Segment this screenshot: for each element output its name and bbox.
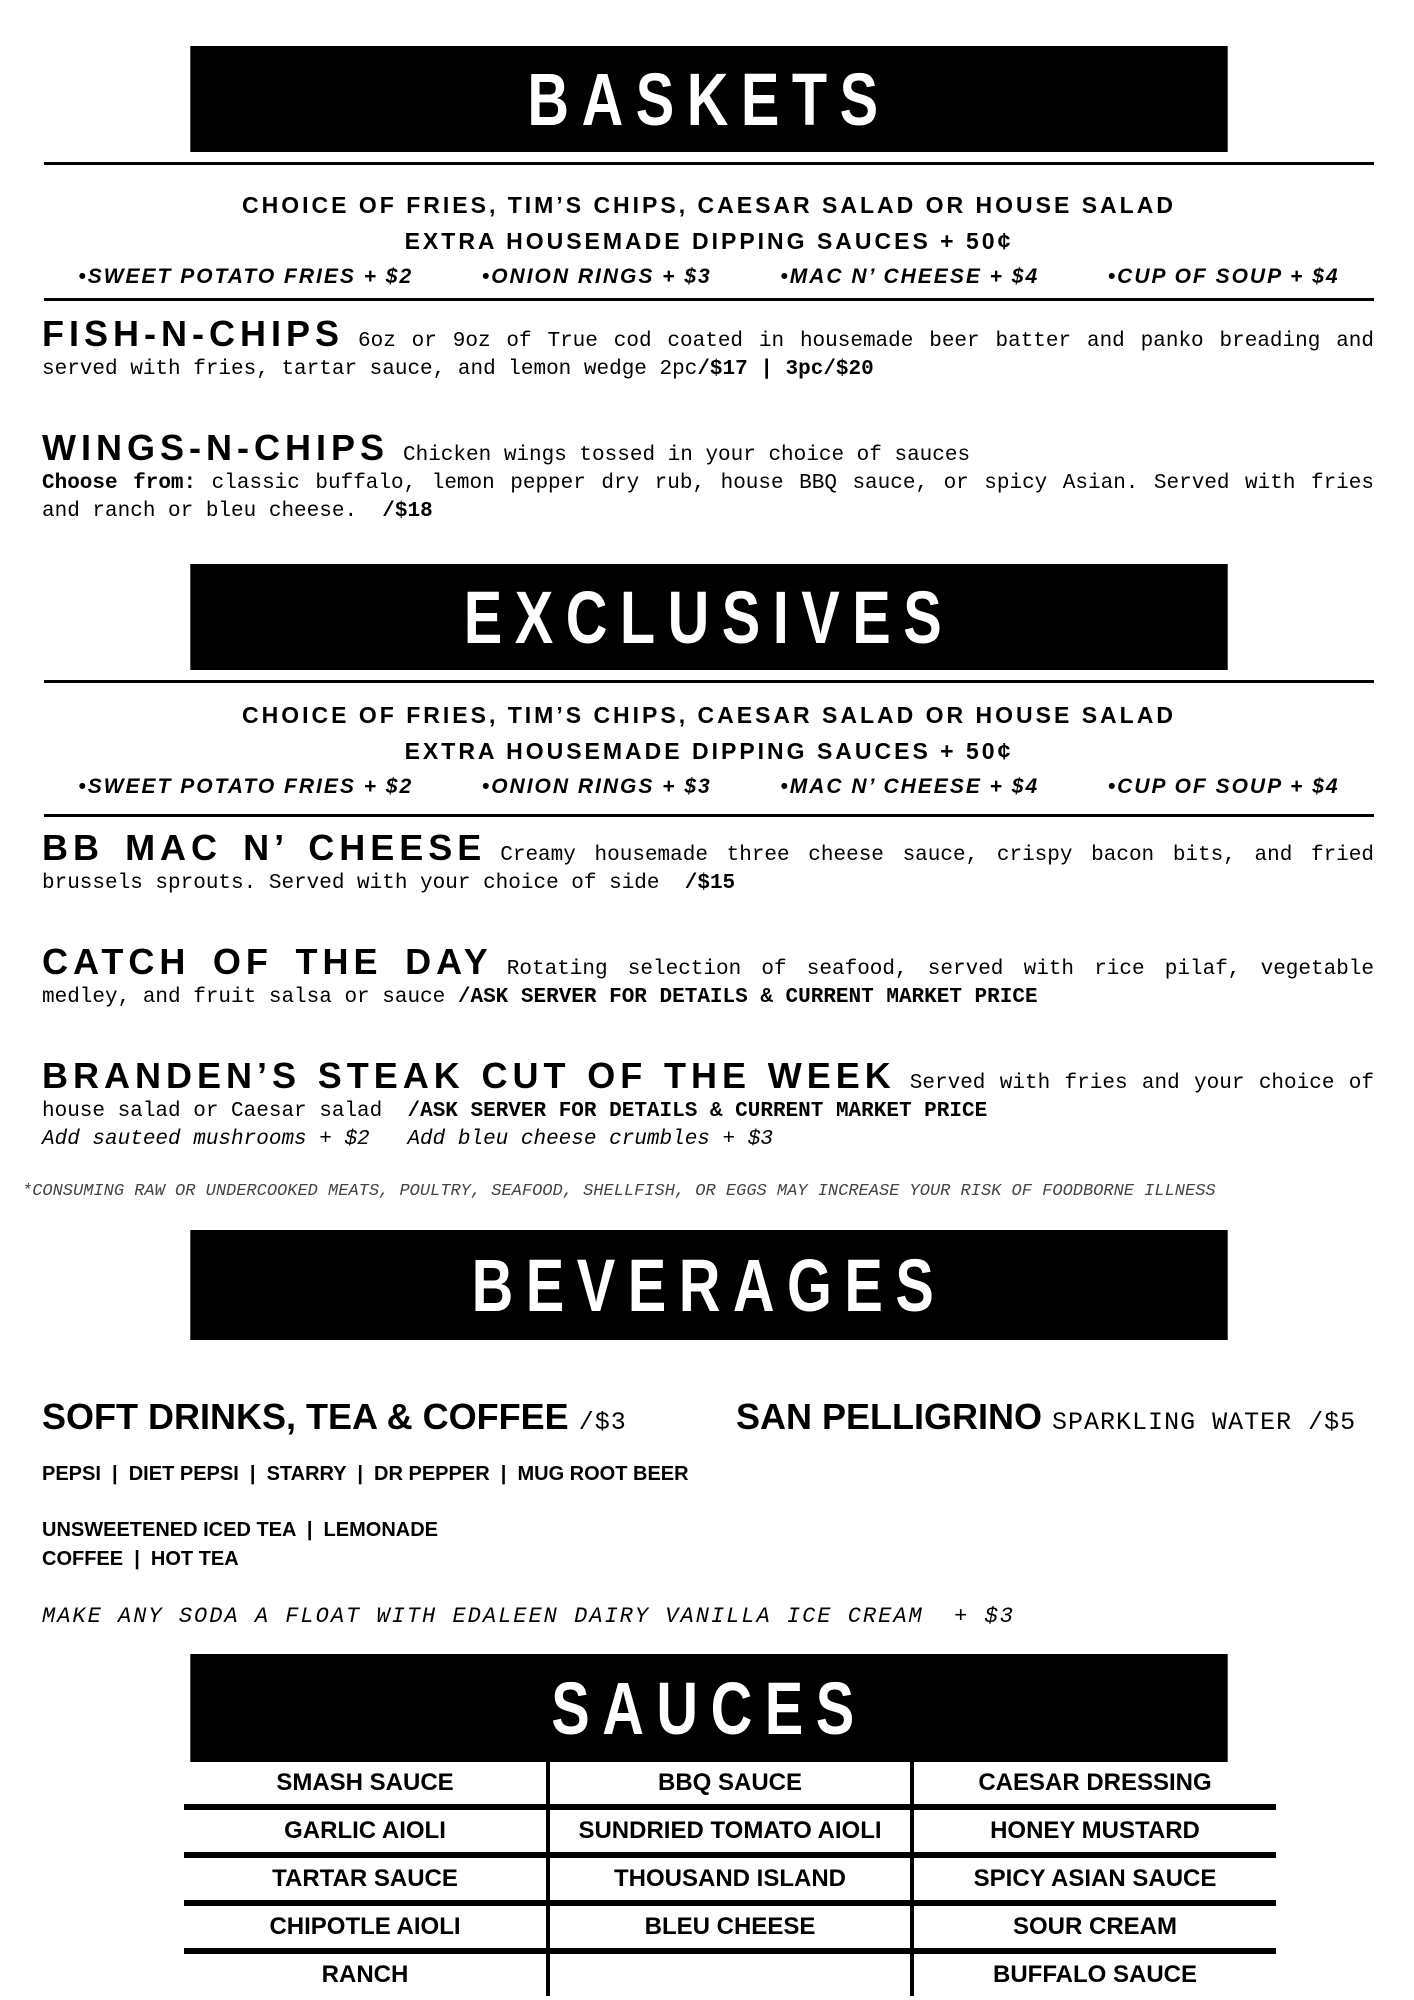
addon-cup-of-soup: •CUP OF SOUP + $4 — [1107, 775, 1340, 798]
item-name: BB MAC N’ CHEESE — [42, 827, 487, 868]
table-row — [184, 1855, 1276, 1903]
exclusives-sauce-line: EXTRA HOUSEMADE DIPPING SAUCES + 50¢ — [404, 738, 1014, 764]
exclusives-choice-line: CHOICE OF FRIES, TIM’S CHIPS, CAESAR SALAD OR HOUSE SALAD — [242, 702, 1176, 728]
menu-item-steak-cut — [42, 1055, 1374, 1154]
sauce-cell: HONEY MUSTARD — [912, 1807, 1276, 1855]
exclusives-header — [190, 564, 1227, 670]
soda-list: PEPSI | DIET PEPSI | STARRY | DR PEPPER | MUG ROOT BEER — [42, 1463, 689, 1485]
sauce-cell: SOUR CREAM — [912, 1903, 1276, 1951]
sauce-cell: TARTAR SAUCE — [184, 1855, 548, 1903]
item-desc: Chicken wings tossed in your choice of sauces — [403, 444, 971, 467]
divider — [44, 298, 1374, 301]
addon-sweet-potato-fries: •SWEET POTATO FRIES + $2 — [78, 265, 414, 288]
sauce-cell: SMASH SAUCE — [184, 1762, 548, 1807]
addon-mac-n-cheese: •MAC N’ CHEESE + $4 — [780, 265, 1040, 288]
sauce-cell: BUFFALO SAUCE — [993, 1961, 1197, 1988]
item-price: /ASK SERVER FOR DETAILS & CURRENT MARKET PRICE — [407, 1100, 988, 1123]
baskets-header — [190, 46, 1227, 152]
sauce-cell: CHIPOTLE AIOLI — [184, 1903, 548, 1951]
item-price: /$15 — [684, 872, 736, 895]
sauce-cell — [548, 1951, 912, 1996]
menu-item-wings-n-chips — [42, 427, 1374, 526]
item-extras: Add sauteed mushrooms + $2 Add bleu cheese crumbles + $3 — [42, 1128, 773, 1151]
soft-drinks-heading — [42, 1396, 627, 1438]
addon-onion-rings: •ONION RINGS + $3 — [481, 775, 712, 798]
item-price: /$18 — [382, 500, 433, 523]
sauce-cell: SPICY ASIAN SAUCE — [912, 1855, 1276, 1903]
divider — [44, 814, 1374, 817]
item-name: CATCH OF THE DAY — [42, 941, 493, 982]
addon-sweet-potato-fries: •SWEET POTATO FRIES + $2 — [78, 775, 414, 798]
addon-onion-rings: •ONION RINGS + $3 — [481, 265, 712, 288]
sauce-cell: CAESAR DRESSING — [912, 1762, 1276, 1807]
baskets-choice-line: CHOICE OF FRIES, TIM’S CHIPS, CAESAR SALAD OR HOUSE SALAD — [242, 192, 1176, 218]
sauces-header — [190, 1654, 1227, 1762]
san-pellegrino-heading — [736, 1396, 1356, 1438]
divider — [44, 162, 1374, 165]
item-price: /$17 | 3pc/$20 — [697, 358, 874, 381]
addon-cup-of-soup: •CUP OF SOUP + $4 — [1107, 265, 1340, 288]
sauce-cell: BLEU CHEESE — [548, 1903, 912, 1951]
tea-list: UNSWEETENED ICED TEA | LEMONADE — [42, 1519, 438, 1541]
choose-desc: classic buffalo, lemon pepper dry rub, house BBQ sauce, or spicy Asian. Served with fries and ranch or bleu cheese. — [42, 472, 1374, 523]
sauce-cell: BBQ SAUCE — [548, 1762, 912, 1807]
item-desc: 6oz or 9oz of True cod coated in housemade beer batter and panko breading and served with fries, tartar sauce, and lemon wedge 2pc — [42, 330, 1374, 381]
item-desc: Served with fries and your choice of house salad or Caesar salad — [42, 1072, 1374, 1123]
sauces-title: SAUCES — [551, 1666, 867, 1750]
table-row — [184, 1807, 1276, 1855]
baskets-sauce-line: EXTRA HOUSEMADE DIPPING SAUCES + 50¢ — [404, 228, 1014, 254]
item-name: FISH-N-CHIPS — [42, 313, 344, 354]
divider — [44, 680, 1374, 683]
menu-item-catch-of-the-day — [42, 941, 1375, 1012]
san-pellegrino-name: SAN PELLIGRINO — [736, 1396, 1043, 1437]
menu-item-fish-n-chips — [42, 313, 1374, 384]
beverages-header — [190, 1230, 1227, 1340]
item-name: BRANDEN’S STEAK CUT OF THE WEEK — [42, 1055, 896, 1096]
item-desc: Rotating selection of seafood, served with rice pilaf, vegetable medley, and fruit salsa or sauce — [42, 958, 1375, 1009]
exclusives-title: EXCLUSIVES — [463, 575, 955, 659]
san-pellegrino-desc: SPARKLING WATER /$5 — [1052, 1408, 1357, 1437]
addon-mac-n-cheese: •MAC N’ CHEESE + $4 — [780, 775, 1040, 798]
table-row — [184, 1762, 1276, 1807]
sauce-cell: RANCH — [321, 1961, 409, 1988]
sauce-cell: THOUSAND ISLAND — [548, 1855, 912, 1903]
menu-item-bb-mac-n-cheese — [42, 827, 1374, 898]
choose-label: Choose from: — [42, 472, 197, 495]
table-row — [184, 1951, 1276, 1996]
coffee-list: COFFEE | HOT TEA — [42, 1548, 239, 1570]
item-price: /ASK SERVER FOR DETAILS & CURRENT MARKET PRICE — [457, 986, 1038, 1009]
table-row — [184, 1903, 1276, 1951]
baskets-addons — [44, 265, 1374, 289]
sauce-cell: GARLIC AIOLI — [184, 1807, 548, 1855]
exclusives-addons — [44, 775, 1374, 799]
item-desc: Creamy housemade three cheese sauce, crispy bacon bits, and fried brussels sprouts. Served with your choice of side — [42, 844, 1374, 895]
item-name: WINGS-N-CHIPS — [42, 427, 389, 468]
float-note: MAKE ANY SODA A FLOAT WITH EDALEEN DAIRY VANILLA ICE CREAM + $3 — [42, 1604, 1015, 1629]
soft-drinks-price: /$3 — [578, 1408, 627, 1437]
baskets-title: BASKETS — [527, 57, 891, 141]
soft-drinks-name: SOFT DRINKS, TEA & COFFEE — [42, 1396, 569, 1437]
food-warning: *CONSUMING RAW OR UNDERCOOKED MEATS, POULTRY, SEAFOOD, SHELLFISH, OR EGGS MAY INCREASE YOUR RISK OF FOODBORNE ILLNESS — [22, 1182, 1216, 1201]
sauces-table — [184, 1762, 1276, 1996]
sauce-cell: SUNDRIED TOMATO AIOLI — [548, 1807, 912, 1855]
beverages-title: BEVERAGES — [471, 1243, 947, 1327]
